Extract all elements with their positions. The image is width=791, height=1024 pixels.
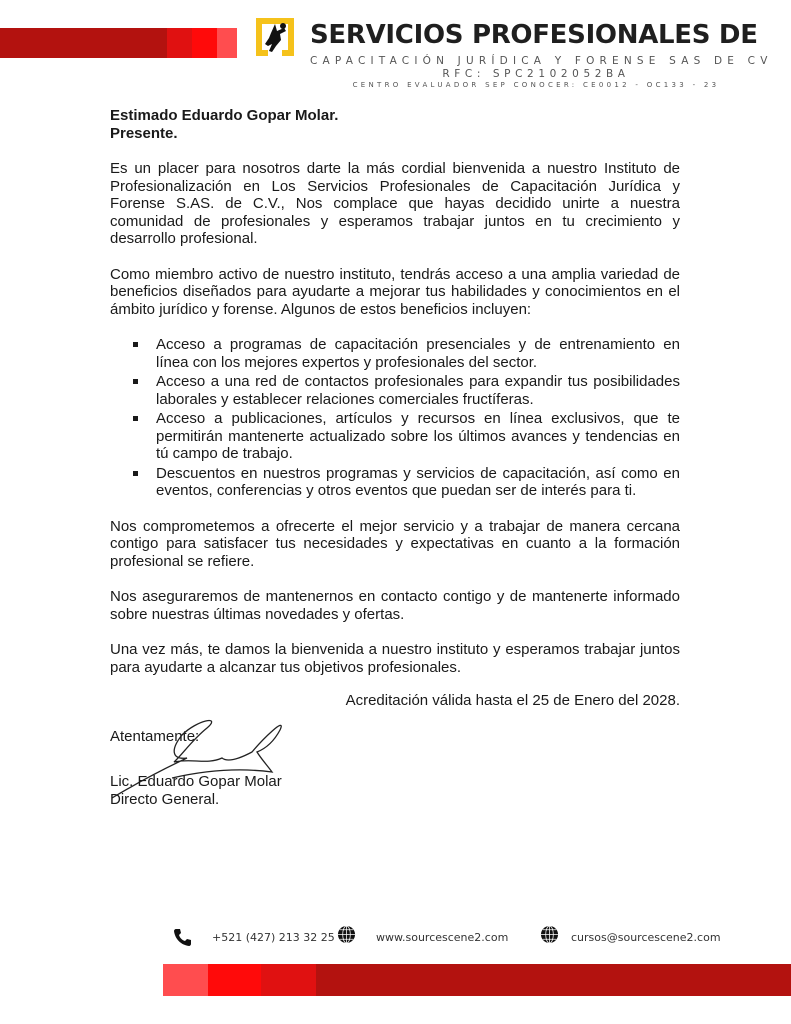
signer-title: Directo General. xyxy=(110,790,220,808)
footer-red-bar xyxy=(163,964,791,996)
brand-centro: CENTRO EVALUADOR SEP CONOCER: CE0012 - OC133 - 23 xyxy=(352,81,720,89)
paragraph: Es un placer para nosotros darte la más cordial bienvenida a nuestro Instituto de Profesionalización en Los Servicios Profesionales de Capacitación Jurídica y Forense S.AS. de C.V., Nos complace que hayas decidido unirte a nuestra comunidad de profesionales y esperamos trabajar juntos en tu crecimiento y desarrollo profesional. xyxy=(110,160,680,247)
bar-segment xyxy=(261,964,316,996)
paragraph: Una vez más, te damos la bienvenida a nuestro instituto y esperamos trabajar juntos para ayudarte a alcanzar tus objetivos profesionales. xyxy=(110,641,680,676)
footer-phone: +521 (427) 213 32 25 xyxy=(212,930,335,944)
signer-block xyxy=(110,773,282,808)
benefit-item xyxy=(110,373,680,408)
benefits-list xyxy=(110,336,680,500)
benefit-text: Descuentos en nuestros programas y servicios de capacitación, así como en eventos, conferencias y otros eventos que puedan ser de interés para ti. xyxy=(156,464,680,499)
bar-segment xyxy=(0,28,167,58)
footer-email[interactable]: cursos@sourcescene2.com xyxy=(571,930,721,944)
bar-segment xyxy=(192,28,217,58)
letter-body xyxy=(110,107,680,745)
footer-website[interactable]: www.sourcescene2.com xyxy=(376,930,509,944)
paragraph: Como miembro activo de nuestro instituto, tendrás acceso a una amplia variedad de beneficios diseñados para ayudarte a mejorar tus habilidades y conocimientos en el ámbito jurídico y forense. Algunos de estos beneficios incluyen: xyxy=(110,265,680,318)
signer-name: Lic. Eduardo Gopar Molar xyxy=(110,773,282,790)
bullet-icon xyxy=(133,471,138,476)
benefit-text: Acceso a programas de capacitación presenciales y de entrenamiento en línea con los mejores expertos y profesionales del sector. xyxy=(156,336,680,371)
bullet-icon xyxy=(133,379,138,384)
brand-title: SERVICIOS PROFESIONALES DE xyxy=(310,20,758,50)
closing: Atentamente: xyxy=(110,727,200,745)
bullet-icon xyxy=(133,342,138,347)
header-red-bar xyxy=(0,28,237,58)
bullet-icon xyxy=(133,416,138,421)
phone-icon xyxy=(173,927,193,947)
validity-note: Acreditación válida hasta el 25 de Enero del 2028. xyxy=(345,692,680,709)
bar-segment xyxy=(167,28,192,58)
benefit-item xyxy=(110,336,680,371)
benefit-item xyxy=(110,465,680,500)
benefit-item xyxy=(110,410,680,463)
falling-person-icon xyxy=(254,16,296,58)
bar-segment xyxy=(163,964,208,996)
benefit-text: Acceso a una red de contactos profesionales para expandir tus posibilidades laborales y establecer relaciones comerciales fructíferas. xyxy=(156,373,680,408)
globe-icon xyxy=(540,925,559,944)
bar-segment xyxy=(316,964,791,996)
presente: Presente. xyxy=(110,124,178,142)
brand-rfc: RFC: SPC2102052BA xyxy=(442,68,630,80)
paragraph: Nos aseguraremos de mantenernos en contacto contigo y de mantenerte informado sobre nuestras últimas novedades y ofertas. xyxy=(110,588,680,623)
bar-segment xyxy=(217,28,237,58)
paragraph: Nos comprometemos a ofrecerte el mejor servicio y a trabajar de manera cercana contigo para satisfacer tus necesidades y expectativas en cuanto a la formación profesional se refiere. xyxy=(110,517,680,570)
brand-subtitle: CAPACITACIÓN JURÍDICA Y FORENSE SAS DE CV xyxy=(310,55,773,67)
greeting: Estimado Eduardo Gopar Molar. xyxy=(110,107,339,124)
benefit-text: Acceso a publicaciones, artículos y recursos en línea exclusivos, que te permitirán mantenerte actualizado sobre los últimos avances y tendencias en tú campo de trabajo. xyxy=(156,410,680,462)
bar-segment xyxy=(208,964,261,996)
globe-icon xyxy=(337,925,356,944)
